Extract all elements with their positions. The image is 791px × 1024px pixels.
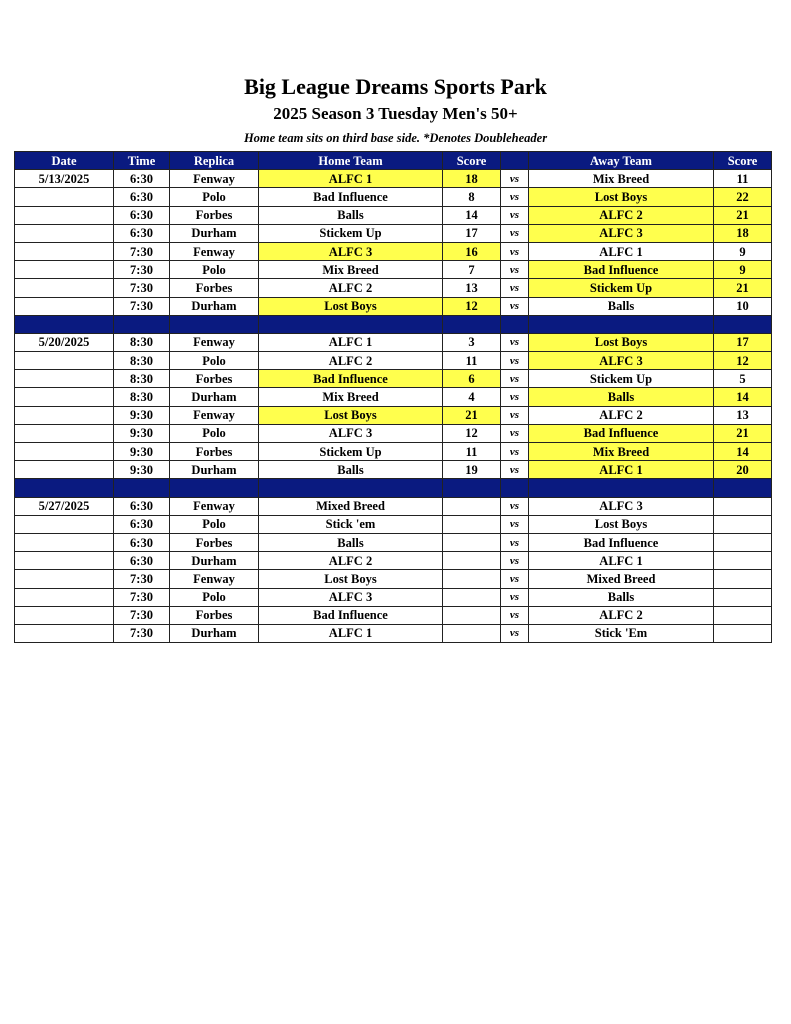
time-cell: 9:30 (114, 461, 170, 479)
separator-cell (114, 315, 170, 333)
away-team-cell: ALFC 1 (529, 552, 714, 570)
vs-cell: vs (501, 606, 529, 624)
page-title: Big League Dreams Sports Park (244, 74, 547, 99)
time-cell: 7:30 (114, 242, 170, 260)
vs-cell: vs (501, 261, 529, 279)
game-row (15, 261, 772, 279)
away-score-cell: 5 (714, 370, 772, 388)
time-cell: 8:30 (114, 333, 170, 351)
home-score-cell: 4 (443, 388, 501, 406)
home-score-cell: 16 (443, 242, 501, 260)
away-team-cell: Lost Boys (529, 333, 714, 351)
home-score-cell: 3 (443, 333, 501, 351)
col-header-vs (501, 152, 529, 170)
table-header-row (15, 152, 772, 170)
vs-cell: vs (501, 242, 529, 260)
game-row (15, 624, 772, 642)
time-cell: 6:30 (114, 224, 170, 242)
home-score-cell (443, 533, 501, 551)
home-team-cell: Stickem Up (259, 443, 443, 461)
away-team-cell: ALFC 2 (529, 206, 714, 224)
away-score-cell: 17 (714, 333, 772, 351)
away-score-cell: 14 (714, 388, 772, 406)
away-team-cell: Balls (529, 297, 714, 315)
date-cell (15, 588, 114, 606)
replica-cell: Durham (170, 624, 259, 642)
away-team-cell: ALFC 3 (529, 224, 714, 242)
home-team-cell: Balls (259, 461, 443, 479)
replica-cell: Fenway (170, 242, 259, 260)
date-cell (15, 443, 114, 461)
game-row (15, 188, 772, 206)
replica-cell: Polo (170, 352, 259, 370)
vs-cell: vs (501, 461, 529, 479)
game-row (15, 352, 772, 370)
time-cell: 7:30 (114, 624, 170, 642)
time-cell: 8:30 (114, 388, 170, 406)
game-row (15, 279, 772, 297)
time-cell: 7:30 (114, 606, 170, 624)
replica-cell: Durham (170, 388, 259, 406)
game-row (15, 333, 772, 351)
vs-cell: vs (501, 588, 529, 606)
vs-cell: vs (501, 188, 529, 206)
date-cell: 5/27/2025 (15, 497, 114, 515)
vs-cell: vs (501, 297, 529, 315)
replica-cell: Forbes (170, 606, 259, 624)
game-row (15, 515, 772, 533)
away-team-cell: ALFC 1 (529, 461, 714, 479)
col-header-replica: Replica (170, 152, 259, 170)
home-team-cell: Lost Boys (259, 570, 443, 588)
separator-cell (529, 479, 714, 497)
away-score-cell (714, 570, 772, 588)
game-row (15, 552, 772, 570)
game-row (15, 224, 772, 242)
away-team-cell: Bad Influence (529, 533, 714, 551)
time-cell: 7:30 (114, 570, 170, 588)
home-score-cell: 13 (443, 279, 501, 297)
home-team-cell: ALFC 2 (259, 352, 443, 370)
away-team-cell: Bad Influence (529, 261, 714, 279)
away-score-cell: 18 (714, 224, 772, 242)
away-score-cell: 12 (714, 352, 772, 370)
home-score-cell: 14 (443, 206, 501, 224)
vs-cell: vs (501, 170, 529, 188)
replica-cell: Forbes (170, 370, 259, 388)
home-score-cell: 11 (443, 443, 501, 461)
vs-cell: vs (501, 533, 529, 551)
vs-cell: vs (501, 388, 529, 406)
col-header-home-score: Score (443, 152, 501, 170)
home-score-cell (443, 624, 501, 642)
date-cell (15, 461, 114, 479)
game-row (15, 461, 772, 479)
home-team-cell: ALFC 3 (259, 242, 443, 260)
home-team-cell: Bad Influence (259, 606, 443, 624)
date-cell (15, 406, 114, 424)
away-team-cell: ALFC 2 (529, 606, 714, 624)
home-team-cell: Balls (259, 206, 443, 224)
away-score-cell: 9 (714, 261, 772, 279)
date-cell (15, 552, 114, 570)
date-cell (15, 206, 114, 224)
home-score-cell: 19 (443, 461, 501, 479)
vs-cell: vs (501, 570, 529, 588)
time-cell: 6:30 (114, 206, 170, 224)
separator-cell (15, 315, 114, 333)
time-cell: 9:30 (114, 443, 170, 461)
date-cell (15, 224, 114, 242)
separator-cell (15, 479, 114, 497)
home-team-cell: ALFC 3 (259, 424, 443, 442)
home-team-cell: Balls (259, 533, 443, 551)
game-row (15, 497, 772, 515)
away-score-cell: 11 (714, 170, 772, 188)
time-cell: 6:30 (114, 552, 170, 570)
time-cell: 7:30 (114, 261, 170, 279)
week-separator-row (15, 315, 772, 333)
home-score-cell: 6 (443, 370, 501, 388)
home-team-cell: Mix Breed (259, 388, 443, 406)
home-team-cell: ALFC 1 (259, 333, 443, 351)
replica-cell: Durham (170, 461, 259, 479)
game-row (15, 424, 772, 442)
vs-cell: vs (501, 624, 529, 642)
home-score-cell (443, 606, 501, 624)
time-cell: 9:30 (114, 424, 170, 442)
away-team-cell: Lost Boys (529, 188, 714, 206)
home-score-cell: 7 (443, 261, 501, 279)
col-header-date: Date (15, 152, 114, 170)
date-cell (15, 370, 114, 388)
time-cell: 6:30 (114, 188, 170, 206)
date-cell (15, 515, 114, 533)
replica-cell: Polo (170, 588, 259, 606)
vs-cell: vs (501, 515, 529, 533)
vs-cell: vs (501, 279, 529, 297)
replica-cell: Forbes (170, 206, 259, 224)
col-header-away-score: Score (714, 152, 772, 170)
replica-cell: Fenway (170, 406, 259, 424)
date-cell (15, 388, 114, 406)
separator-cell (501, 479, 529, 497)
date-cell (15, 261, 114, 279)
vs-cell: vs (501, 497, 529, 515)
separator-cell (170, 479, 259, 497)
separator-cell (443, 315, 501, 333)
away-score-cell: 14 (714, 443, 772, 461)
date-cell (15, 352, 114, 370)
game-row (15, 443, 772, 461)
vs-cell: vs (501, 370, 529, 388)
date-cell (15, 297, 114, 315)
home-score-cell: 18 (443, 170, 501, 188)
away-team-cell: Stick 'Em (529, 624, 714, 642)
replica-cell: Fenway (170, 170, 259, 188)
separator-cell (501, 315, 529, 333)
time-cell: 9:30 (114, 406, 170, 424)
home-score-cell: 21 (443, 406, 501, 424)
game-row (15, 297, 772, 315)
home-team-cell: ALFC 3 (259, 588, 443, 606)
schedule-body (15, 170, 772, 643)
away-score-cell (714, 533, 772, 551)
away-score-cell (714, 624, 772, 642)
home-team-cell: Lost Boys (259, 406, 443, 424)
home-score-cell: 17 (443, 224, 501, 242)
vs-cell: vs (501, 206, 529, 224)
home-team-cell: ALFC 1 (259, 624, 443, 642)
home-team-cell: Mixed Breed (259, 497, 443, 515)
replica-cell: Forbes (170, 533, 259, 551)
replica-cell: Polo (170, 424, 259, 442)
week-separator-row (15, 479, 772, 497)
replica-cell: Forbes (170, 443, 259, 461)
replica-cell: Durham (170, 224, 259, 242)
home-team-cell: Lost Boys (259, 297, 443, 315)
away-score-cell: 21 (714, 424, 772, 442)
date-cell (15, 188, 114, 206)
date-cell (15, 533, 114, 551)
home-score-cell (443, 552, 501, 570)
separator-cell (529, 315, 714, 333)
replica-cell: Polo (170, 261, 259, 279)
home-team-cell: Stickem Up (259, 224, 443, 242)
away-score-cell: 13 (714, 406, 772, 424)
col-header-home-team: Home Team (259, 152, 443, 170)
away-team-cell: ALFC 3 (529, 497, 714, 515)
time-cell: 7:30 (114, 297, 170, 315)
time-cell: 8:30 (114, 352, 170, 370)
game-row (15, 170, 772, 188)
separator-cell (259, 315, 443, 333)
away-team-cell: ALFC 3 (529, 352, 714, 370)
away-score-cell (714, 515, 772, 533)
away-score-cell: 10 (714, 297, 772, 315)
away-score-cell (714, 606, 772, 624)
col-header-away-team: Away Team (529, 152, 714, 170)
date-cell (15, 624, 114, 642)
vs-cell: vs (501, 224, 529, 242)
separator-cell (259, 479, 443, 497)
date-cell: 5/20/2025 (15, 333, 114, 351)
away-team-cell: ALFC 2 (529, 406, 714, 424)
home-team-cell: Bad Influence (259, 370, 443, 388)
separator-cell (714, 479, 772, 497)
home-score-cell (443, 497, 501, 515)
date-cell (15, 242, 114, 260)
schedule-table (14, 151, 772, 643)
away-score-cell: 22 (714, 188, 772, 206)
away-team-cell: Stickem Up (529, 279, 714, 297)
date-cell (15, 606, 114, 624)
away-team-cell: Balls (529, 388, 714, 406)
home-score-cell (443, 570, 501, 588)
home-team-cell: ALFC 2 (259, 279, 443, 297)
date-cell: 5/13/2025 (15, 170, 114, 188)
home-team-cell: Stick 'em (259, 515, 443, 533)
home-team-cell: Bad Influence (259, 188, 443, 206)
time-cell: 6:30 (114, 533, 170, 551)
away-team-cell: Mix Breed (529, 170, 714, 188)
vs-cell: vs (501, 552, 529, 570)
separator-cell (114, 479, 170, 497)
schedule-note: Home team sits on third base side. *Denotes Doubleheader (243, 131, 548, 145)
replica-cell: Polo (170, 515, 259, 533)
game-row (15, 406, 772, 424)
game-row (15, 606, 772, 624)
time-cell: 7:30 (114, 588, 170, 606)
vs-cell: vs (501, 443, 529, 461)
page-subtitle: 2025 Season 3 Tuesday Men's 50+ (273, 104, 518, 123)
time-cell: 6:30 (114, 497, 170, 515)
away-score-cell: 21 (714, 206, 772, 224)
away-score-cell (714, 588, 772, 606)
away-team-cell: ALFC 1 (529, 242, 714, 260)
home-team-cell: ALFC 2 (259, 552, 443, 570)
replica-cell: Fenway (170, 497, 259, 515)
game-row (15, 242, 772, 260)
replica-cell: Durham (170, 297, 259, 315)
away-score-cell (714, 497, 772, 515)
home-score-cell (443, 515, 501, 533)
time-cell: 6:30 (114, 515, 170, 533)
replica-cell: Polo (170, 188, 259, 206)
home-team-cell: Mix Breed (259, 261, 443, 279)
date-cell (15, 570, 114, 588)
separator-cell (170, 315, 259, 333)
separator-cell (443, 479, 501, 497)
home-score-cell: 8 (443, 188, 501, 206)
away-team-cell: Stickem Up (529, 370, 714, 388)
date-cell (15, 279, 114, 297)
away-score-cell: 20 (714, 461, 772, 479)
vs-cell: vs (501, 333, 529, 351)
game-row (15, 570, 772, 588)
home-team-cell: ALFC 1 (259, 170, 443, 188)
game-row (15, 206, 772, 224)
game-row (15, 588, 772, 606)
time-cell: 7:30 (114, 279, 170, 297)
away-team-cell: Mixed Breed (529, 570, 714, 588)
game-row (15, 388, 772, 406)
replica-cell: Durham (170, 552, 259, 570)
col-header-time: Time (114, 152, 170, 170)
away-team-cell: Mix Breed (529, 443, 714, 461)
game-row (15, 370, 772, 388)
vs-cell: vs (501, 352, 529, 370)
replica-cell: Forbes (170, 279, 259, 297)
home-score-cell: 11 (443, 352, 501, 370)
time-cell: 8:30 (114, 370, 170, 388)
home-score-cell: 12 (443, 424, 501, 442)
away-team-cell: Balls (529, 588, 714, 606)
separator-cell (714, 315, 772, 333)
replica-cell: Fenway (170, 333, 259, 351)
replica-cell: Fenway (170, 570, 259, 588)
home-score-cell: 12 (443, 297, 501, 315)
vs-cell: vs (501, 406, 529, 424)
game-row (15, 533, 772, 551)
away-score-cell: 9 (714, 242, 772, 260)
home-score-cell (443, 588, 501, 606)
vs-cell: vs (501, 424, 529, 442)
away-score-cell: 21 (714, 279, 772, 297)
date-cell (15, 424, 114, 442)
away-team-cell: Bad Influence (529, 424, 714, 442)
time-cell: 6:30 (114, 170, 170, 188)
away-team-cell: Lost Boys (529, 515, 714, 533)
away-score-cell (714, 552, 772, 570)
